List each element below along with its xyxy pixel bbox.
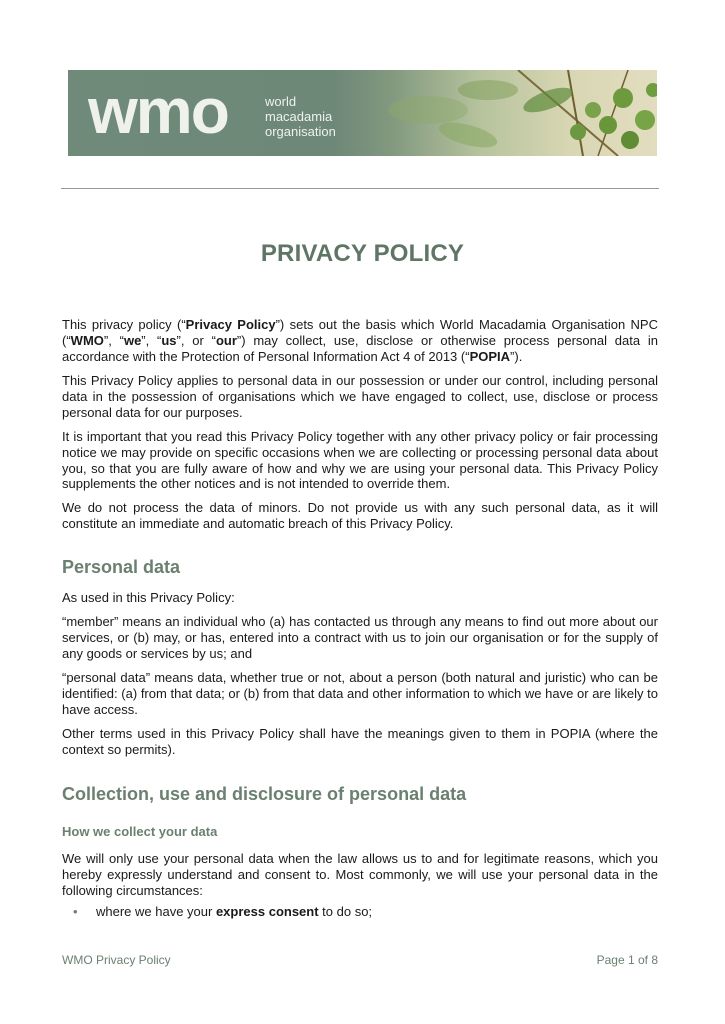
macadamia-leaves-image: [368, 70, 657, 156]
section-heading-personal-data: Personal data: [62, 557, 181, 577]
bullet-marker: •: [73, 904, 78, 919]
document-title: PRIVACY POLICY: [260, 240, 465, 267]
section-heading-collection: Collection, use and disclosure of personal data: [62, 784, 467, 804]
footer-page-number: Page 1 of 8: [596, 953, 658, 967]
collection-paragraph-1: We will only use your personal data when the law allows us to and for legitimate reasons, which you hereby expressly understand and consent to. Most commonly, we will use your personal data in the following circumstances:: [62, 851, 658, 898]
intro-paragraph-4: We do not process the data of minors. Do not provide us with any such personal data, as it will constitute an immediate and automatic breach of this Privacy Policy.: [62, 500, 658, 531]
bullet-item-1: where we have your express consent to do so;: [96, 904, 373, 919]
footer-document-name: WMO Privacy Policy: [62, 953, 171, 967]
logo-wordmark: wmo: [88, 75, 228, 147]
intro-paragraph-3: It is important that you read this Privacy Policy together with any other privacy policy or fair processing notice we may provide on specific occasions when we are collecting or processing personal data about you, so that you are fully aware of how and why we are using your personal data. This Privacy Policy supplements the other notices and is not intended to override them.: [62, 429, 658, 492]
header-banner: [68, 70, 657, 156]
personal-data-paragraph-3: “personal data” means data, whether true or not, about a person (both natural and juristic) who can be identified: (a) from that data; or (b) from that data and other information to which we have or are likely to have access.: [62, 670, 658, 717]
subheading-how-we-collect: How we collect your data: [62, 824, 218, 839]
personal-data-paragraph-2: “member” means an individual who (a) has contacted us through any means to find out more about our services, or (b) may, or has, entered into a contract with us to join our organisation or for the supply of any goods or services by us; and: [62, 614, 658, 661]
intro-paragraph-1: This privacy policy (“Privacy Policy”) sets out the basis which World Macadamia Organisation NPC (“WMO”, “we”, “us”, or “our”) may collect, use, disclose or otherwise process personal data in accordance with the Protection of Personal Information Act 4 of 2013 (“POPIA”).: [62, 317, 658, 364]
personal-data-paragraph-4: Other terms used in this Privacy Policy shall have the meanings given to them in POPIA (where the context so permits).: [62, 726, 658, 757]
personal-data-paragraph-1: As used in this Privacy Policy:: [62, 590, 235, 605]
header-divider: [61, 188, 659, 189]
intro-paragraph-2: This Privacy Policy applies to personal data in our possession or under our control, including personal data in the possession of organisations which we have engaged to collect, use, disclose or process personal data for our purposes.: [62, 373, 658, 420]
logo-subtitle: world macadamia organisation: [265, 94, 336, 139]
